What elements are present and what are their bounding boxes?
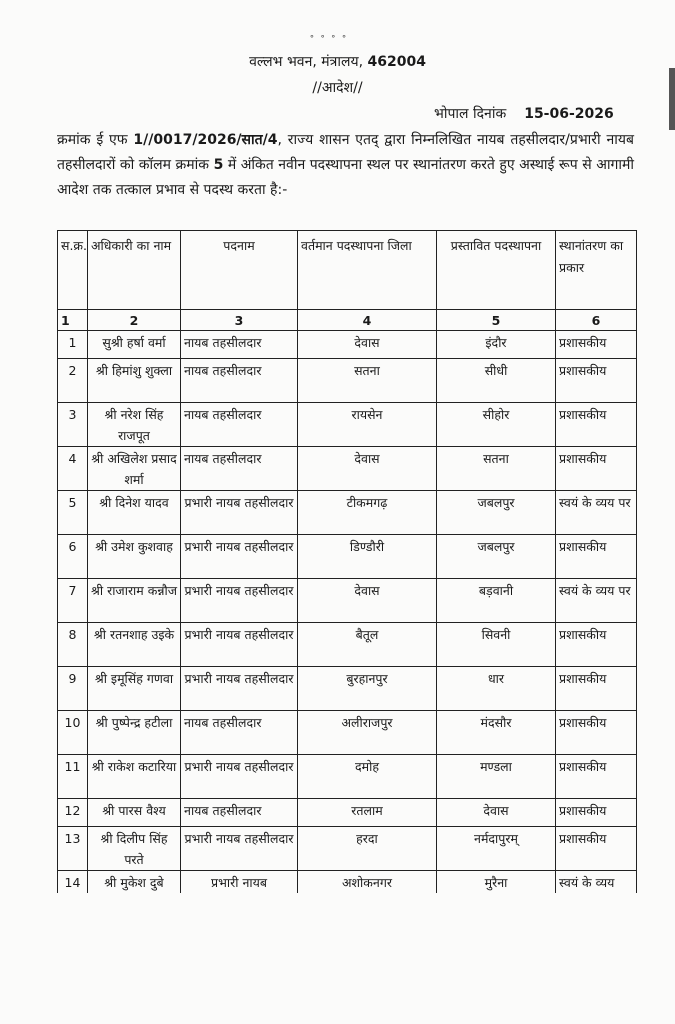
order-number: 1//0017/2026/सात/4 [133,132,278,148]
cell-designation: प्रभारी नायब तहसीलदार [181,667,298,711]
col-num: 1 [58,310,88,331]
cell-serial: 1 [58,331,88,359]
table-header-row [58,231,637,310]
table-row [58,579,637,623]
cell-officer-name: श्री दिनेश यादव [88,491,181,535]
order-paragraph [57,128,634,203]
table-row [58,623,637,667]
col-num: 5 [437,310,556,331]
cell-serial: 10 [58,711,88,755]
order-prefix: क्रमांक ई एफ [57,132,128,148]
header-serial: स.क्र. [58,231,88,310]
cell-transfer-type: प्रशासकीय [556,535,637,579]
cell-proposed-posting: मण्डला [437,755,556,799]
cell-current-posting: अशोकनगर [298,871,437,894]
order-title: //आदेश// [312,80,363,96]
cell-serial: 11 [58,755,88,799]
cell-officer-name: श्री पारस वैश्य [88,799,181,827]
cell-proposed-posting: इंदौर [437,331,556,359]
cell-current-posting: देवास [298,579,437,623]
cell-officer-name: श्री इमूसिंह गणवा [88,667,181,711]
date-label: भोपाल दिनांक [434,106,507,122]
cell-serial: 7 [58,579,88,623]
transfer-table [57,230,637,893]
cell-officer-name: श्री राजाराम कन्नौज [88,579,181,623]
cell-designation: नायब तहसीलदार [181,799,298,827]
cell-proposed-posting: जबलपुर [437,491,556,535]
cell-serial: 9 [58,667,88,711]
cell-officer-name: श्री अखिलेश प्रसाद शर्मा [88,447,181,491]
cell-officer-name: श्री मुकेश दुबे [88,871,181,894]
table-row [58,827,637,871]
cell-current-posting: डिण्डौरी [298,535,437,579]
cell-designation: प्रभारी नायब तहसीलदार [181,755,298,799]
cell-transfer-type: प्रशासकीय [556,359,637,403]
cell-officer-name: श्री दिलीप सिंह परते [88,827,181,871]
cell-proposed-posting: सिवनी [437,623,556,667]
cell-officer-name: श्री नरेश सिंह राजपूत [88,403,181,447]
cell-serial: 2 [58,359,88,403]
cell-proposed-posting: धार [437,667,556,711]
cell-transfer-type: स्वयं के व्यय पर [556,491,637,535]
table-row [58,331,637,359]
cell-officer-name: श्री रतनशाह उइके [88,623,181,667]
cell-proposed-posting: जबलपुर [437,535,556,579]
cell-current-posting: बैतूल [298,623,437,667]
cell-transfer-type: प्रशासकीय [556,447,637,491]
cell-proposed-posting: बड़वानी [437,579,556,623]
cell-transfer-type: प्रशासकीय [556,827,637,871]
table-row [58,403,637,447]
cell-serial: 8 [58,623,88,667]
cell-designation: नायब तहसीलदार [181,447,298,491]
cell-officer-name: श्री उमेश कुशवाह [88,535,181,579]
header-proposed-posting: प्रस्तावित पदस्थापना [437,231,556,310]
column-number-row [58,310,637,331]
col-num: 3 [181,310,298,331]
table-row [58,871,637,894]
cell-transfer-type: प्रशासकीय [556,623,637,667]
cell-designation: प्रभारी नायब तहसीलदार [181,535,298,579]
table-row [58,447,637,491]
col-num: 4 [298,310,437,331]
cell-current-posting: देवास [298,447,437,491]
date-value: 15-06-2026 [524,106,614,122]
header-designation: पदनाम [181,231,298,310]
order-date [434,104,614,123]
cell-current-posting: हरदा [298,827,437,871]
address-text: वल्लभ भवन, मंत्रालय, [249,54,364,70]
cell-current-posting: बुरहानपुर [298,667,437,711]
cell-serial: 12 [58,799,88,827]
cell-current-posting: देवास [298,331,437,359]
cell-proposed-posting: देवास [437,799,556,827]
cell-current-posting: अलीराजपुर [298,711,437,755]
cell-proposed-posting: नर्मदापुरम् [437,827,556,871]
cell-officer-name: सुश्री हर्षा वर्मा [88,331,181,359]
table-row [58,491,637,535]
cell-designation: प्रभारी नायब तहसीलदार [181,491,298,535]
cell-transfer-type: प्रशासकीय [556,755,637,799]
pincode: 462004 [367,54,426,70]
order-text-part2: में अंकित नवीन पदस्थापना स्थल पर स्थानांतरण करते हुए अस्थाई रूप से आगामी आदेश तक तत्काल प्रभाव से पदस्थ करता है:- [57,157,635,198]
table-row [58,711,637,755]
cell-current-posting: रतलाम [298,799,437,827]
cell-designation: प्रभारी नायब तहसीलदार [181,827,298,871]
header-top-fragment: ॰ ॰ ॰ ॰ [310,33,348,43]
cell-current-posting: दमोह [298,755,437,799]
table-row [58,535,637,579]
cell-transfer-type: प्रशासकीय [556,711,637,755]
cell-serial: 3 [58,403,88,447]
cell-designation: नायब तहसीलदार [181,359,298,403]
header-officer-name: अधिकारी का नाम [88,231,181,310]
cell-officer-name: श्री हिमांशु शुक्ला [88,359,181,403]
cell-serial: 4 [58,447,88,491]
cell-current-posting: सतना [298,359,437,403]
table-row [58,667,637,711]
cell-designation: प्रभारी नायब [181,871,298,894]
cell-transfer-type: प्रशासकीय [556,403,637,447]
cell-officer-name: श्री राकेश कटारिया [88,755,181,799]
order-text-part1: , राज्य शासन एतद् द्वारा निम्नलिखित नायब तहसीलदार/प्रभारी नायब तहसीलदारों को कॉलम क्रमांक [57,132,635,173]
cell-designation: नायब तहसीलदार [181,403,298,447]
col-num: 2 [88,310,181,331]
cell-designation: नायब तहसीलदार [181,331,298,359]
table-row [58,799,637,827]
cell-transfer-type: स्वयं के व्यय [556,871,637,894]
cell-proposed-posting: सीधी [437,359,556,403]
cell-serial: 5 [58,491,88,535]
office-address [0,52,675,71]
cell-transfer-type: प्रशासकीय [556,799,637,827]
cell-designation: नायब तहसीलदार [181,711,298,755]
cell-current-posting: रायसेन [298,403,437,447]
cell-current-posting: टीकमगढ़ [298,491,437,535]
cell-proposed-posting: मंदसौर [437,711,556,755]
cell-transfer-type: प्रशासकीय [556,667,637,711]
table-row [58,359,637,403]
column-number: 5 [213,157,224,173]
cell-designation: प्रभारी नायब तहसीलदार [181,623,298,667]
cell-transfer-type: स्वयं के व्यय पर [556,579,637,623]
col-num: 6 [556,310,637,331]
cell-officer-name: श्री पुष्पेन्द्र हटीला [88,711,181,755]
cell-proposed-posting: मुरैना [437,871,556,894]
cell-designation: प्रभारी नायब तहसीलदार [181,579,298,623]
cell-serial: 14 [58,871,88,894]
cell-transfer-type: प्रशासकीय [556,331,637,359]
cell-proposed-posting: सतना [437,447,556,491]
header-transfer-type: स्थानांतरण का प्रकार [556,231,637,310]
table-row [58,755,637,799]
header-current-posting: वर्तमान पदस्थापना जिला [298,231,437,310]
cell-proposed-posting: सीहोर [437,403,556,447]
cell-serial: 13 [58,827,88,871]
cell-serial: 6 [58,535,88,579]
